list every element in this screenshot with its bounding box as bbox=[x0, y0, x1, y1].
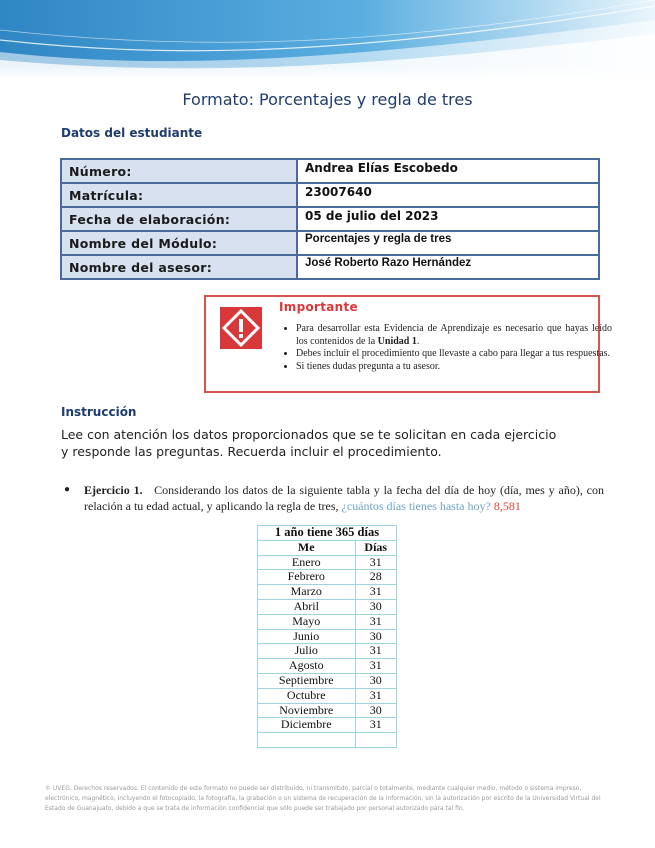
exercise-label: Ejercicio 1. bbox=[84, 483, 143, 497]
table-row-empty bbox=[258, 733, 397, 748]
table-row bbox=[61, 255, 599, 279]
list-item: • Debes incluir el procedimiento que llevaste a cabo para llegar a tus respuestas. bbox=[296, 348, 612, 361]
table-row bbox=[61, 231, 599, 255]
days-cell: 31 bbox=[355, 614, 396, 629]
empty-cell bbox=[258, 733, 356, 748]
table-row bbox=[258, 570, 397, 585]
days-cell: 28 bbox=[355, 570, 396, 585]
item-text: Para desarrollar esta Evidencia de Aprendizaje es necesario que hayas leído los contenidos de la bbox=[296, 323, 612, 347]
row-label: Fecha de elaboración: bbox=[61, 207, 297, 231]
column-header-month: Me bbox=[258, 540, 356, 555]
days-cell: 31 bbox=[355, 718, 396, 733]
important-title: Importante bbox=[279, 300, 358, 314]
table-header-row bbox=[258, 540, 397, 555]
table-row bbox=[258, 688, 397, 703]
column-header-days: Días bbox=[355, 540, 396, 555]
table-caption-row bbox=[258, 526, 397, 541]
month-cell: Noviembre bbox=[258, 703, 356, 718]
days-cell: 31 bbox=[355, 585, 396, 600]
days-table bbox=[257, 525, 397, 748]
row-label: Nombre del Módulo: bbox=[61, 231, 297, 255]
month-cell: Diciembre bbox=[258, 718, 356, 733]
row-value: Porcentajes y regla de tres bbox=[297, 231, 599, 255]
exercise-body bbox=[84, 482, 604, 514]
table-row bbox=[258, 673, 397, 688]
days-cell: 30 bbox=[355, 629, 396, 644]
table-row bbox=[258, 555, 397, 570]
row-value: José Roberto Razo Hernández bbox=[297, 255, 599, 279]
table-row bbox=[258, 599, 397, 614]
month-cell: Septiembre bbox=[258, 673, 356, 688]
table-row bbox=[258, 585, 397, 600]
month-cell: Julio bbox=[258, 644, 356, 659]
warning-icon bbox=[220, 307, 262, 349]
list-item bbox=[296, 323, 612, 348]
empty-cell bbox=[355, 733, 396, 748]
table-row bbox=[61, 207, 599, 231]
important-callout bbox=[204, 295, 612, 393]
days-cell: 30 bbox=[355, 599, 396, 614]
table-row bbox=[61, 183, 599, 207]
days-cell: 31 bbox=[355, 644, 396, 659]
important-list bbox=[278, 323, 612, 373]
bullet-icon: ● bbox=[64, 484, 71, 495]
row-label: Matrícula: bbox=[61, 183, 297, 207]
month-cell: Abril bbox=[258, 599, 356, 614]
item-bold-text: Unidad 1 bbox=[377, 335, 417, 347]
days-cell: 31 bbox=[355, 688, 396, 703]
days-cell: 30 bbox=[355, 673, 396, 688]
row-label: Número: bbox=[61, 159, 297, 183]
exercise-question: ¿cuántos días tienes hasta hoy? bbox=[341, 499, 491, 513]
instruction-heading: Instrucción bbox=[61, 405, 137, 419]
month-cell: Enero bbox=[258, 555, 356, 570]
month-cell: Marzo bbox=[258, 585, 356, 600]
days-cell: 30 bbox=[355, 703, 396, 718]
header-banner bbox=[0, 0, 655, 80]
table-row bbox=[258, 644, 397, 659]
table-row bbox=[258, 718, 397, 733]
table-row bbox=[258, 614, 397, 629]
table-row bbox=[258, 629, 397, 644]
item-text: . bbox=[416, 335, 420, 347]
instruction-text: Lee con atención los datos proporcionados que se te solicitan en cada ejercicio y responde las preguntas. Recuerda incluir el procedimiento. bbox=[61, 427, 557, 459]
table-caption: 1 año tiene 365 días bbox=[258, 526, 397, 541]
days-cell: 31 bbox=[355, 555, 396, 570]
month-cell: Febrero bbox=[258, 570, 356, 585]
month-cell: Agosto bbox=[258, 659, 356, 674]
footer-copyright: © UVEG. Derechos reservados. El contenido de este formato no puede ser distribuido, ni transmitido, parcial o totalmente, mediante cualquier medio, método o sistema impreso, electrónico, magnético, incluyendo el fotocopiado, la fotografía, la grabación o un sistema de recuperación de la información, sin la autorización por escrito de la Universidad Virtual del Estado de Guanajuato, debido a que se trata de información confidencial que sólo puede ser trabajado por personal autorizado para tal fin. bbox=[45, 785, 601, 812]
exercise-answer: 8,581 bbox=[493, 499, 521, 513]
days-cell: 31 bbox=[355, 659, 396, 674]
month-cell: Octubre bbox=[258, 688, 356, 703]
month-cell: Mayo bbox=[258, 614, 356, 629]
month-cell: Junio bbox=[258, 629, 356, 644]
row-value: 23007640 bbox=[297, 183, 599, 207]
exercise-text: Considerando los datos de la siguiente tabla y la fecha del día de hoy (día, mes y año), con relación a tu edad actual, y aplicando la regla de tres, bbox=[84, 483, 604, 513]
table-row bbox=[258, 703, 397, 718]
table-row bbox=[258, 659, 397, 674]
student-info-table bbox=[60, 158, 600, 280]
row-value: Andrea Elías Escobedo bbox=[297, 159, 599, 183]
table-row bbox=[61, 159, 599, 183]
row-label: Nombre del asesor: bbox=[61, 255, 297, 279]
page-title: Formato: Porcentajes y regla de tres bbox=[182, 90, 473, 109]
row-value: 05 de julio del 2023 bbox=[297, 207, 599, 231]
list-item: • Si tienes dudas pregunta a tu asesor. bbox=[296, 361, 612, 374]
student-section-heading: Datos del estudiante bbox=[61, 126, 203, 140]
